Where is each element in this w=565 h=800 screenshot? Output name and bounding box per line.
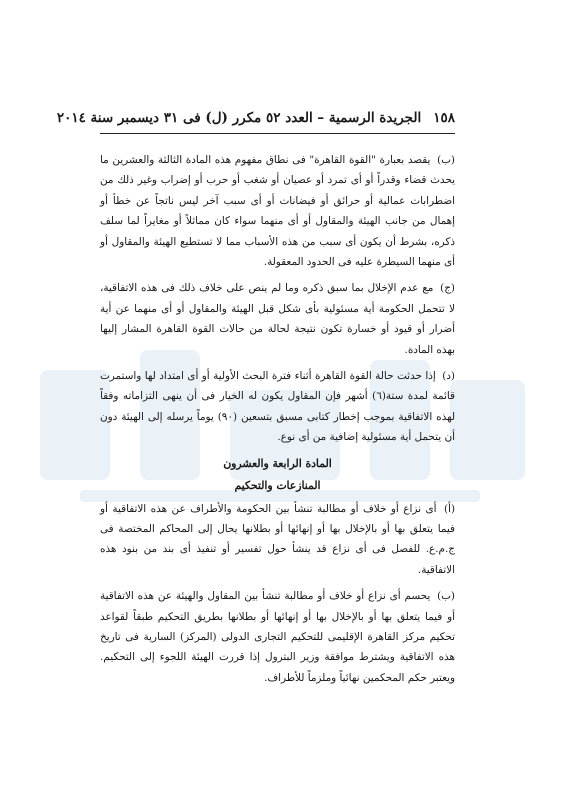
paragraph-label: (ج) [440, 282, 455, 295]
paragraph-label: (ب) [437, 154, 455, 166]
paragraph-label: (أ) [444, 502, 455, 515]
document-body [100, 150, 455, 694]
paragraph-text: أى نزاع أو خلاف أو مطالبة تنشأ بين الحكومة والأطراف عن هذه الاتفاقية أو فيما يتعلق بها أو بالإخلال بها أو إنهائها أو بطلانها يحال إلى المحاكم المختصة فى ج.م.ع. للفصل فى أى نزاع قد ينشأ حول تفسير أو تنفيذ أى بند من بنود هذه الاتفاقية. [100, 502, 455, 576]
gazette-title: الجريدة الرسمية – العدد ٥٢ مكرر (ل) فى ٣١ ديسمبر سنة ٢٠١٤ [56, 110, 422, 126]
paragraph-text: إذا حدثت حالة القوة القاهرة أثناء فترة البحث الأولية أو أى امتداد لها واستمرت قائمة لمدة ستة(٦) أشهر فإن المقاول يكون له الخيار فى أن ينهى التزاماته وفقاً لهذه الاتفاقية بموجب إخطار كتابى مسبق بتسعين (٩٠) يوماً يرسله إلى الهيئة دون أن يتحمل أية مسئولية إضافية من أى نوع. [100, 370, 455, 444]
paragraph-text: مع عدم الإخلال بما سبق ذكره وما لم ينص على خلاف ذلك فى هذه الاتفاقية، لا تتحمل الحكومة أية مسئولية بأى شكل قبل الهيئة والمقاول أو أى منهما عن أية أضرار أو قيود أو خسارة تكون نتيجة لحالة من حالات القوة القاهرة المشار إليها بهذه المادة. [100, 282, 455, 356]
page-header [56, 110, 455, 126]
article-paragraph-a [100, 499, 455, 581]
header-divider [100, 133, 455, 134]
paragraph-c [100, 278, 455, 360]
page-number: ١٥٨ [433, 110, 455, 126]
paragraph-d [100, 366, 455, 448]
article-heading: المادة الرابعة والعشرون [223, 456, 332, 470]
paragraph-label: (د) [442, 370, 455, 383]
paragraph-text: يقصد بعبارة "القوة القاهرة" فى نطاق مفهوم هذه المادة الثالثة والعشرين ما يحدث قضاء وقدراً أو أى تمرد أو عصيان أو شغب أو حرب أو إضراب وغير ذلك من اضطرابات عمالية أو حرائق أو فيضانات أو أى سبب آخر ليس ناتجاً عن خطأ أو إهمال من جانب الهيئة والمقاول أو أى منهما سواء كان مماثلاً أو مغايراً لما سلف ذكره، بشرط أن يكون أى سبب من هذه الأسباب مما لا تستطيع الهيئة والمقاول أو أى منهما السيطرة عليه فى الحدود المعقولة. [100, 154, 455, 269]
article-paragraph-b [100, 586, 455, 688]
paragraph-label: (ب) [437, 590, 455, 603]
paragraph-b [100, 150, 455, 272]
paragraph-text: يحسم أى نزاع أو خلاف أو مطالبة تنشأ بين المقاول والهيئة عن هذه الاتفاقية أو فيما يتعلق بها أو بالإخلال بها أو إنهائها أو بطلانها بطريق التحكيم طبقاً لقواعد تحكيم مركز القاهرة الإقليمى للتحكيم التجارى الدولى (المركز) السارية فى تاريخ هذه الاتفاقية ويشترط موافقة وزير البترول إذا قررت الهيئة اللجوء إلى التحكيم. ويعتبر حكم المحكمين نهائياً وملزماً للأطراف. [100, 590, 455, 684]
article-subject: المنازعات والتحكيم [234, 479, 321, 493]
